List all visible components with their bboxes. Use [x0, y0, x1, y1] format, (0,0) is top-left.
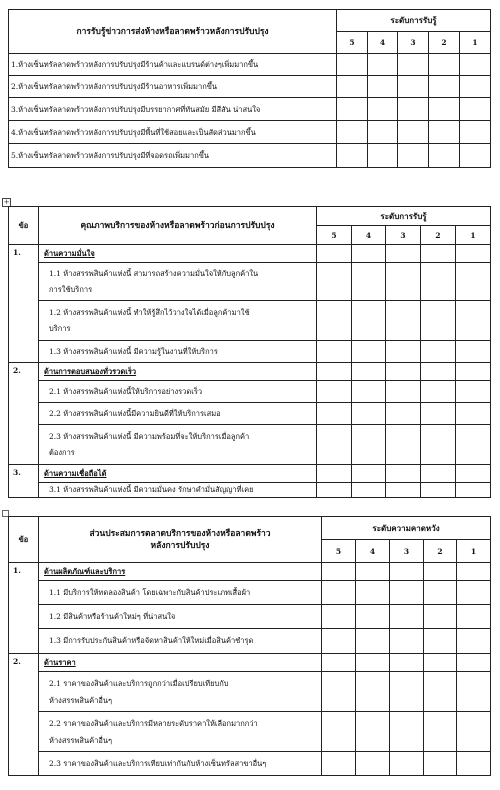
- rating-cell[interactable]: [386, 425, 421, 465]
- rating-cell[interactable]: [424, 672, 457, 712]
- level-1: 1: [460, 32, 491, 54]
- rating-cell[interactable]: [460, 144, 491, 168]
- expectation-level-header: ระดับความคาดหวัง: [322, 517, 491, 540]
- service-level-header: ระดับการรับรู้: [317, 207, 491, 226]
- rating-cell[interactable]: [352, 483, 386, 498]
- rating-cell[interactable]: [424, 752, 457, 776]
- service-quality-table: [8, 206, 491, 498]
- level-4: 4: [356, 540, 390, 563]
- rating-cell[interactable]: [322, 581, 356, 605]
- list-item: 2.1 ห้างสรรพสินค้าแห่งนี้ให้บริการอย่างรวดเร็ว: [39, 381, 317, 403]
- table-row: [9, 381, 491, 403]
- level-5: 5: [337, 32, 368, 54]
- rating-cell[interactable]: [368, 121, 398, 144]
- rating-cell[interactable]: [456, 341, 491, 363]
- rating-cell[interactable]: [460, 98, 491, 121]
- rating-cell[interactable]: [457, 629, 491, 654]
- rating-cell[interactable]: [352, 263, 386, 301]
- rating-cell[interactable]: [322, 752, 356, 776]
- list-item: 1.1 มีบริการให้ทดลองสินค้า โดยเฉพาะกับสินค้าประเภทเสื้อผ้า: [39, 581, 322, 605]
- rating-cell[interactable]: [424, 629, 457, 654]
- rating-cell[interactable]: [390, 672, 424, 712]
- level-3: 3: [398, 32, 429, 54]
- list-item: 3.1 ห้างสรรพสินค้าแห่งนี้ มีความมั่นคง รักษาคำมั่นสัญญาที่เคย: [39, 483, 317, 498]
- rating-cell[interactable]: [457, 605, 491, 629]
- marketing-mix-header: ส่วนประสมการตลาดบริการของห้างหรือลาดพร้าว หลังการปรับปรุง: [39, 517, 322, 563]
- awareness-item-3: 3.ห้างเซ็นทรัลลาดพร้าวหลังการปรับปรุงมีบรรยากาศที่ทันสมัย มีสีสัน น่าสนใจ: [9, 98, 337, 121]
- rating-cell[interactable]: [421, 483, 456, 498]
- awareness-level-header: ระดับการรับรู้: [337, 10, 491, 32]
- section-number: 2.: [9, 363, 39, 465]
- rating-cell[interactable]: [317, 381, 352, 403]
- rating-cell[interactable]: [317, 403, 352, 425]
- rating-cell[interactable]: [322, 672, 356, 712]
- no-header: ข้อ: [9, 517, 39, 563]
- level-2: 2: [421, 226, 456, 245]
- rating-cell[interactable]: [317, 483, 352, 498]
- rating-cell[interactable]: [386, 263, 421, 301]
- rating-cell[interactable]: [457, 712, 491, 752]
- table-row: [9, 425, 491, 465]
- rating-cell[interactable]: [337, 98, 368, 121]
- rating-cell[interactable]: [322, 629, 356, 654]
- rating-cell[interactable]: [456, 403, 491, 425]
- table-move-handle-icon[interactable]: +: [3, 198, 10, 206]
- rating-cell[interactable]: [456, 263, 491, 301]
- rating-cell[interactable]: [429, 121, 460, 144]
- level-1: 1: [456, 226, 491, 245]
- list-item: 1.3 ห้างสรรพสินค้าแห่งนี้ มีความรู้ในงานที่ให้บริการ: [39, 341, 317, 363]
- rating-cell[interactable]: [368, 76, 398, 98]
- rating-cell[interactable]: [352, 381, 386, 403]
- awareness-item-1: 1.ห้างเซ็นทรัลลาดพร้าวหลังการปรับปรุงมีร้านค้าและแบรนด์ต่างๆเพิ่มมากขึ้น: [9, 54, 337, 76]
- section-title: ด้านความเชื่อถือได้: [39, 465, 317, 483]
- rating-cell[interactable]: [356, 605, 390, 629]
- rating-cell[interactable]: [317, 341, 352, 363]
- rating-cell[interactable]: [352, 425, 386, 465]
- rating-cell[interactable]: [421, 425, 456, 465]
- rating-cell[interactable]: [421, 403, 456, 425]
- rating-cell[interactable]: [386, 483, 421, 498]
- rating-cell[interactable]: [424, 712, 457, 752]
- rating-cell[interactable]: [460, 76, 491, 98]
- rating-cell[interactable]: [386, 381, 421, 403]
- rating-cell[interactable]: [429, 98, 460, 121]
- section-number: 1.: [9, 563, 39, 654]
- table-row: [9, 752, 491, 776]
- rating-cell[interactable]: [457, 581, 491, 605]
- section-number: 3.: [9, 465, 39, 498]
- rating-cell[interactable]: [368, 144, 398, 168]
- rating-cell[interactable]: [398, 54, 429, 76]
- rating-cell[interactable]: [390, 752, 424, 776]
- rating-cell[interactable]: [356, 629, 390, 654]
- service-quality-header: คุณภาพบริการของห้างหรือลาดพร้าวก่อนการปรับปรุง: [39, 207, 317, 245]
- list-item: 1.1 ห้างสรรพสินค้าแห่งนี้ สามารถสร้างความมั่นใจให้กับลูกค้าใน การใช้บริการ: [39, 263, 317, 301]
- table-row: [9, 341, 491, 363]
- rating-cell[interactable]: [421, 341, 456, 363]
- level-4: 4: [368, 32, 398, 54]
- level-4: 4: [352, 226, 386, 245]
- level-3: 3: [390, 540, 424, 563]
- list-item: 2.2 ห้างสรรพสินค้าแห่งนี้มีความยินดีที่ให้บริการเสมอ: [39, 403, 317, 425]
- table-row: [9, 301, 491, 341]
- rating-cell[interactable]: [356, 752, 390, 776]
- table-row: [9, 712, 491, 752]
- rating-cell[interactable]: [390, 581, 424, 605]
- rating-cell[interactable]: [421, 301, 456, 341]
- rating-cell[interactable]: [460, 121, 491, 144]
- rating-cell[interactable]: [356, 712, 390, 752]
- rating-cell[interactable]: [390, 605, 424, 629]
- section-number: 1.: [9, 245, 39, 363]
- rating-cell[interactable]: [398, 144, 429, 168]
- rating-cell[interactable]: [398, 98, 429, 121]
- rating-cell[interactable]: [456, 425, 491, 465]
- level-5: 5: [322, 540, 356, 563]
- list-item: 1.2 ห้างสรรพสินค้าแห่งนี้ ทำให้รู้สึกไว้วางใจได้เมื่อลูกค้ามาใช้ บริการ: [39, 301, 317, 341]
- marketing-mix-table: [8, 516, 491, 776]
- table-row: [9, 605, 491, 629]
- table-row: [9, 54, 491, 76]
- list-item: 2.3 ห้างสรรพสินค้าแห่งนี้ มีความพร้อมที่จะให้บริการเมื่อลูกค้า ต้องการ: [39, 425, 317, 465]
- rating-cell[interactable]: [421, 381, 456, 403]
- table-row: [9, 144, 491, 168]
- rating-cell[interactable]: [386, 403, 421, 425]
- section-title: ด้านราคา: [39, 654, 322, 672]
- rating-cell[interactable]: [356, 581, 390, 605]
- table-row: [9, 121, 491, 144]
- awareness-header: การรับรู้ข่าวการส่งห้างหรือลาดพร้าวหลังการปรับปรุง: [9, 10, 337, 54]
- list-item: 2.3 ราคาของสินค้าและบริการเทียบเท่ากันกับห้างเซ็นทรัลสาขาอื่นๆ: [39, 752, 322, 776]
- rating-cell[interactable]: [337, 54, 368, 76]
- awareness-item-4: 4.ห้างเซ็นทรัลลาดพร้าวหลังการปรับปรุงมีพื้นที่ใช้สอยและเป็นสัดส่วนมากขึ้น: [9, 121, 337, 144]
- awareness-item-5: 5.ห้างเซ็นทรัลลาดพร้าวหลังการปรับปรุงมีที่จอดรถเพิ่มมากขึ้น: [9, 144, 337, 168]
- table-row: [9, 263, 491, 301]
- rating-cell[interactable]: [429, 54, 460, 76]
- rating-cell[interactable]: [429, 76, 460, 98]
- rating-cell[interactable]: [456, 381, 491, 403]
- rating-cell[interactable]: [456, 301, 491, 341]
- rating-cell[interactable]: [424, 605, 457, 629]
- rating-cell[interactable]: [457, 672, 491, 712]
- rating-cell[interactable]: [460, 54, 491, 76]
- rating-cell[interactable]: [352, 301, 386, 341]
- table-row: [9, 629, 491, 654]
- rating-cell[interactable]: [424, 581, 457, 605]
- table-row: [9, 76, 491, 98]
- rating-cell[interactable]: [456, 483, 491, 498]
- rating-cell[interactable]: [421, 263, 456, 301]
- rating-cell[interactable]: [386, 301, 421, 341]
- rating-cell[interactable]: [390, 712, 424, 752]
- rating-cell[interactable]: [390, 629, 424, 654]
- rating-cell[interactable]: [317, 301, 352, 341]
- table-row: [9, 483, 491, 498]
- table-row: [9, 98, 491, 121]
- rating-cell[interactable]: [322, 712, 356, 752]
- rating-cell[interactable]: [368, 98, 398, 121]
- rating-cell[interactable]: [337, 121, 368, 144]
- rating-cell[interactable]: [356, 672, 390, 712]
- list-item: 2.2 ราคาของสินค้าและบริการมีหลายระดับราคาให้เลือกมากกว่า ห้างสรรพสินค้าอื่นๆ: [39, 712, 322, 752]
- rating-cell[interactable]: [352, 341, 386, 363]
- awareness-table: [8, 9, 491, 168]
- rating-cell[interactable]: [429, 144, 460, 168]
- level-5: 5: [317, 226, 352, 245]
- rating-cell[interactable]: [322, 605, 356, 629]
- rating-cell[interactable]: [398, 76, 429, 98]
- rating-cell[interactable]: [398, 121, 429, 144]
- rating-cell[interactable]: [352, 403, 386, 425]
- list-item: 2.1 ราคาของสินค้าและบริการถูกกว่าเมื่อเปรียบเทียบกับ ห้างสรรพสินค้าอื่นๆ: [39, 672, 322, 712]
- rating-cell[interactable]: [337, 144, 368, 168]
- rating-cell[interactable]: [386, 341, 421, 363]
- rating-cell[interactable]: [317, 263, 352, 301]
- awareness-item-2: 2.ห้างเซ็นทรัลลาดพร้าวหลังการปรับปรุงมีร้านอาหารเพิ่มมากขึ้น: [9, 76, 337, 98]
- list-item: 1.2 มีสินค้าหรือร้านค้าใหม่ๆ ที่น่าสนใจ: [39, 605, 322, 629]
- table-row: [9, 581, 491, 605]
- section-title: ด้านการตอบสนองทั่วรวดเร็ว: [39, 363, 317, 381]
- table-row: [9, 403, 491, 425]
- level-3: 3: [386, 226, 421, 245]
- level-2: 2: [424, 540, 457, 563]
- rating-cell[interactable]: [457, 752, 491, 776]
- no-header: ข้อ: [9, 207, 39, 245]
- level-1: 1: [457, 540, 491, 563]
- section-title: ด้านผลิตภัณฑ์และบริการ: [39, 563, 322, 581]
- level-2: 2: [429, 32, 460, 54]
- rating-cell[interactable]: [368, 54, 398, 76]
- rating-cell[interactable]: [337, 76, 368, 98]
- section-title: ด้านความมั่นใจ: [39, 245, 317, 263]
- section-number: 2.: [9, 654, 39, 776]
- table-row: [9, 672, 491, 712]
- list-item: 1.3 มีการรับประกันสินค้าหรือจัดหาสินค้าให้ใหม่เมื่อสินค้าชำรุด: [39, 629, 322, 654]
- rating-cell[interactable]: [317, 425, 352, 465]
